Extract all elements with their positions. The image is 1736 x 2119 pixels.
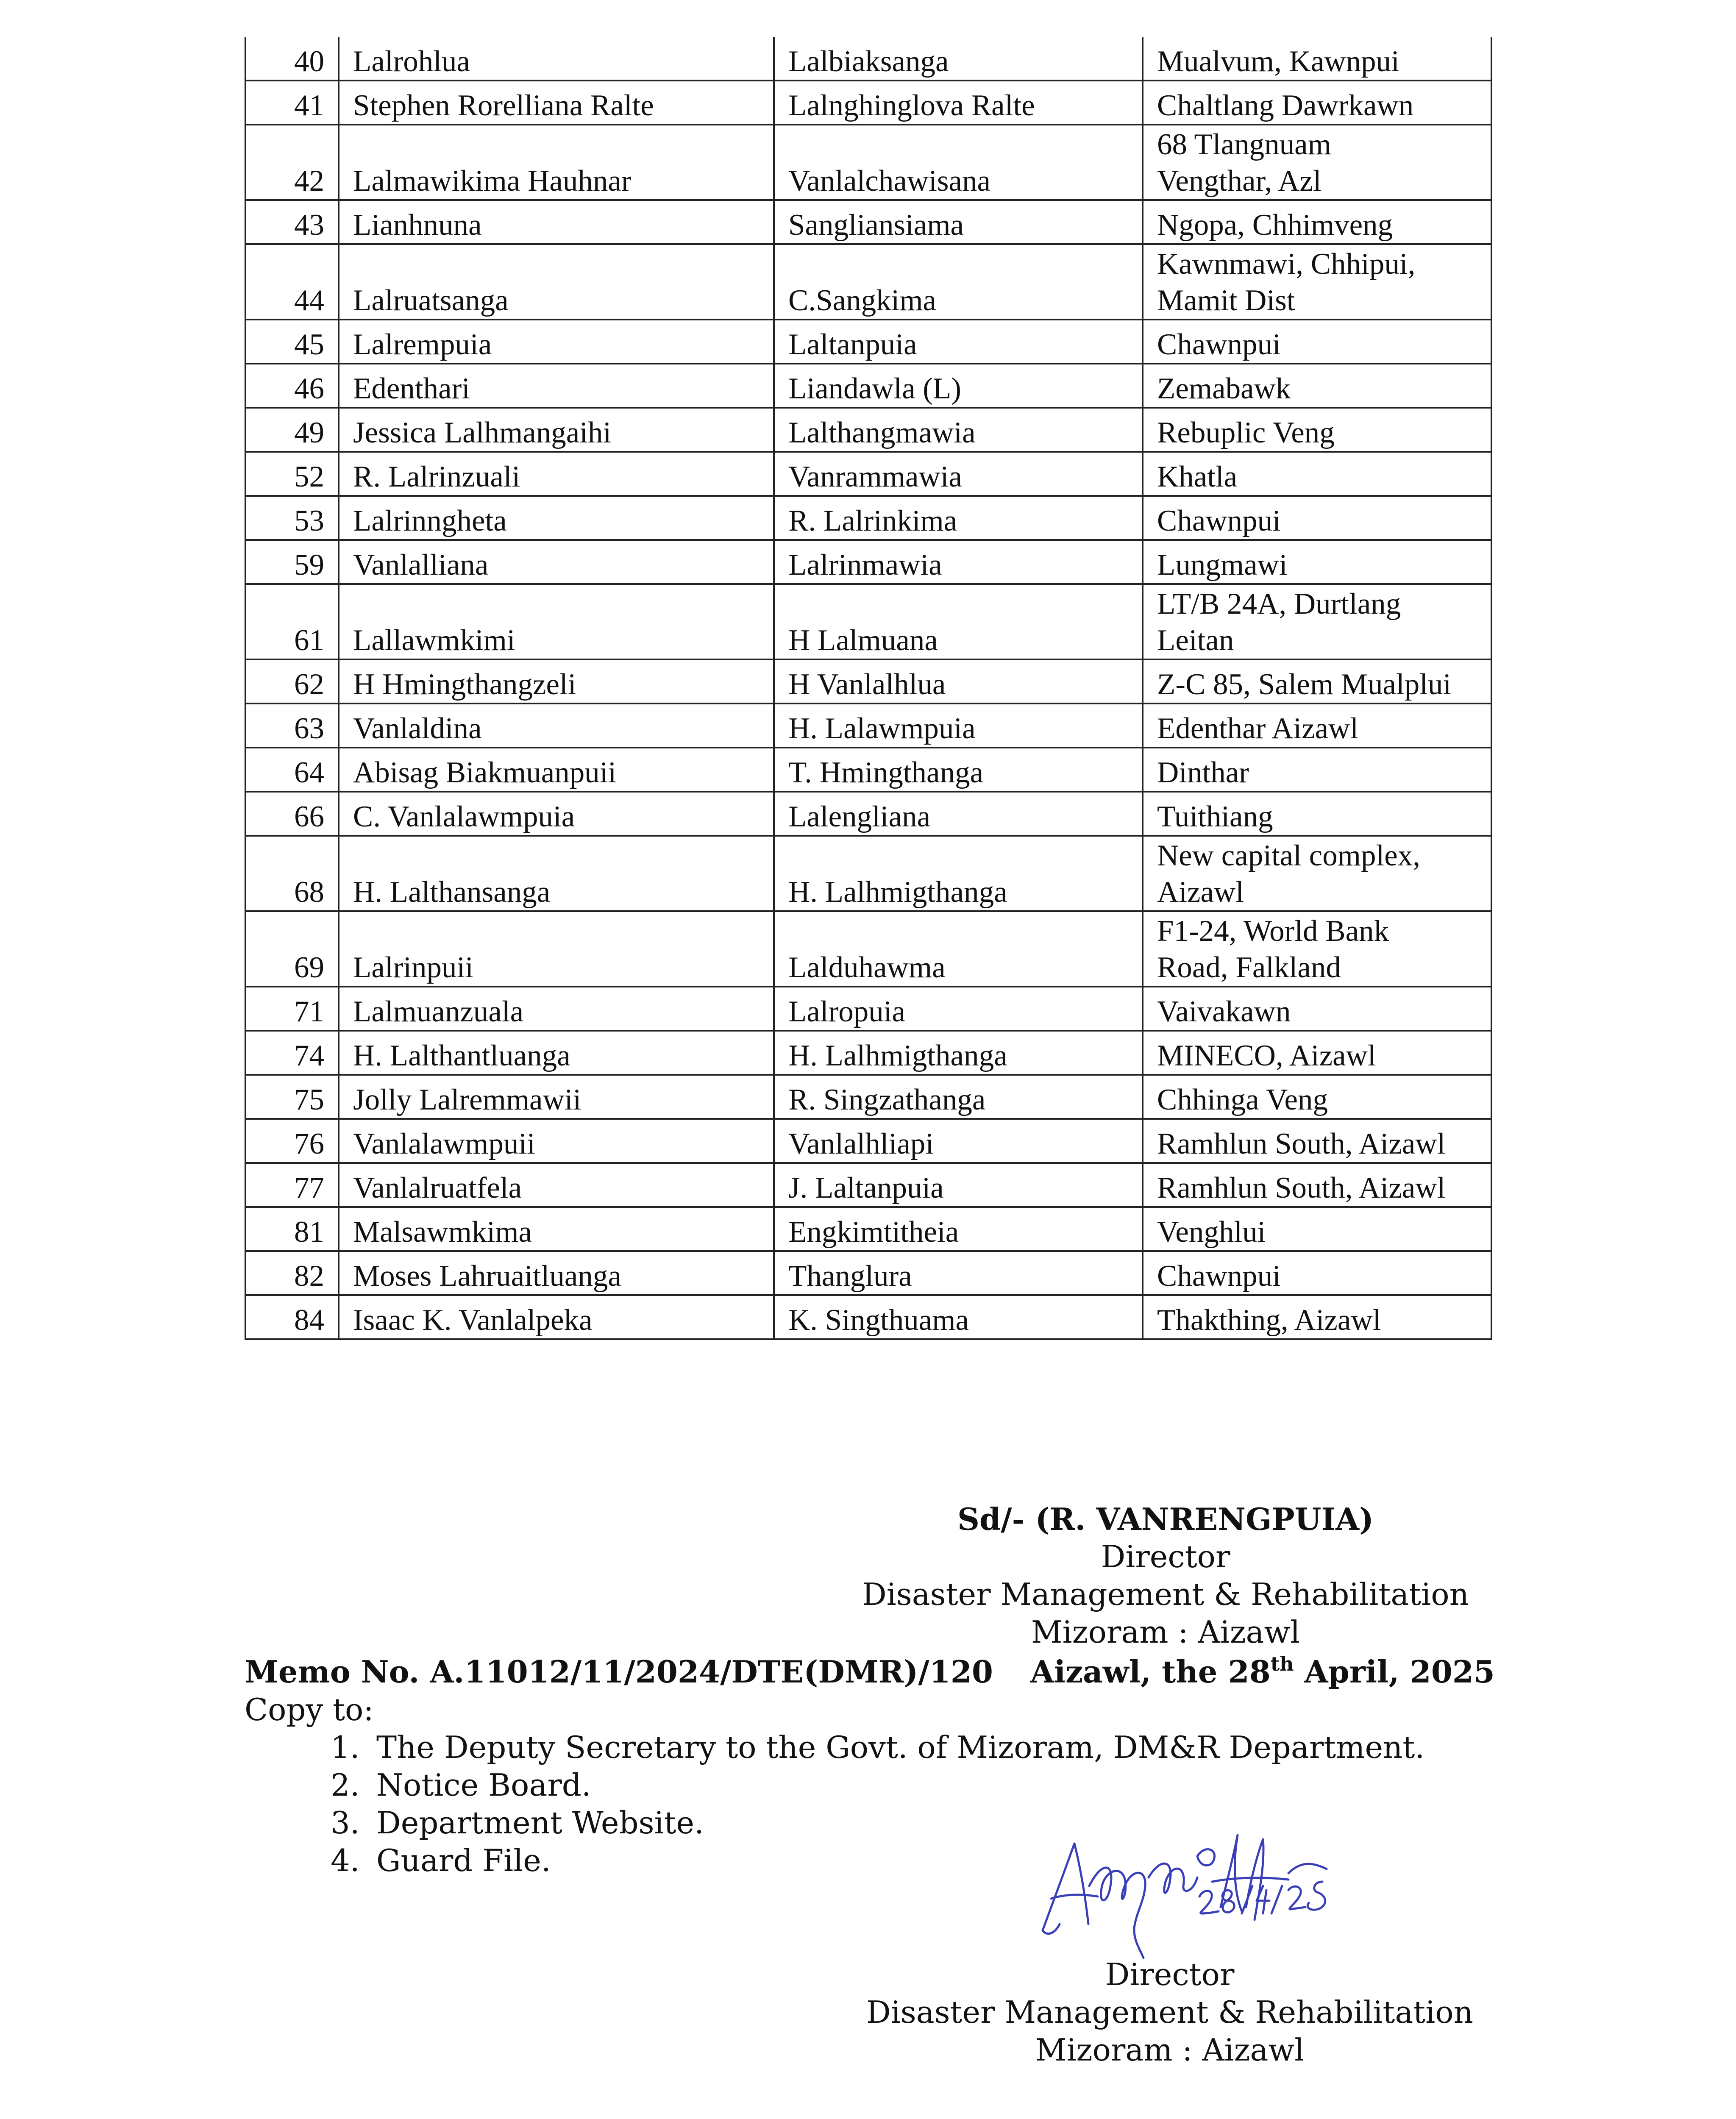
serial-number-cell: 42 <box>245 125 339 200</box>
father-name-cell: H Vanlalhlua <box>774 659 1143 704</box>
name-cell: Lalrinngheta <box>339 496 774 540</box>
father-name-cell: R. Lalrinkima <box>774 496 1143 540</box>
serial-number-cell: 62 <box>245 659 339 704</box>
table-row <box>245 408 1491 452</box>
father-name-cell: Lalengliana <box>774 792 1143 836</box>
father-name-cell: Laltanpuia <box>774 320 1143 364</box>
serial-number-cell: 45 <box>245 320 339 364</box>
table-row <box>245 364 1491 408</box>
father-name-cell: Vanrammawia <box>774 452 1143 496</box>
memo-date-rest: April, 2025 <box>1294 1654 1495 1690</box>
copy-to-item-text: Guard File. <box>376 1843 551 1878</box>
memo-line <box>245 1653 1495 1691</box>
address-cell: Mualvum, Kawnpui <box>1143 37 1491 81</box>
copy-to-item <box>331 1766 1424 1804</box>
signatory-department: Disaster Management & Rehabilitation <box>866 1994 1473 2030</box>
table-row <box>245 792 1491 836</box>
name-cell: Abisag Biakmuanpuii <box>339 748 774 792</box>
address-cell: Dinthar <box>1143 748 1491 792</box>
serial-number-cell: 77 <box>245 1163 339 1207</box>
name-cell: H. Lalthansanga <box>339 836 774 911</box>
name-cell: Isaac K. Vanlalpeka <box>339 1295 774 1339</box>
copy-to-item-number: 2. <box>331 1767 360 1803</box>
name-cell: Lalmuanzuala <box>339 987 774 1031</box>
name-cell: Vanlaldina <box>339 704 774 748</box>
serial-number-cell: 63 <box>245 704 339 748</box>
name-cell: Jessica Lalhmangaihi <box>339 408 774 452</box>
table-row <box>245 125 1491 200</box>
address-cell: F1-24, World Bank Road, Falkland <box>1143 911 1491 987</box>
name-cell: Edenthari <box>339 364 774 408</box>
signatory-block-top <box>852 1500 1479 1651</box>
father-name-cell: H. Lalhmigthanga <box>774 836 1143 911</box>
memo-date-suffix: th <box>1270 1652 1294 1675</box>
table-row <box>245 540 1491 584</box>
signatory-designation: Director <box>1105 1957 1235 1992</box>
father-name-cell: Lalropuia <box>774 987 1143 1031</box>
table-row <box>245 1031 1491 1075</box>
father-name-cell: J. Laltanpuia <box>774 1163 1143 1207</box>
name-cell: Lalrempuia <box>339 320 774 364</box>
father-name-cell: Thanglura <box>774 1251 1143 1295</box>
father-name-cell: Vanlalchawisana <box>774 125 1143 200</box>
father-name-cell: Lalnghinglova Ralte <box>774 81 1143 125</box>
name-cell: H Hmingthangzeli <box>339 659 774 704</box>
serial-number-cell: 84 <box>245 1295 339 1339</box>
serial-number-cell: 82 <box>245 1251 339 1295</box>
address-cell: MINECO, Aizawl <box>1143 1031 1491 1075</box>
father-name-cell: Vanlalhliapi <box>774 1119 1143 1163</box>
table-row <box>245 584 1491 659</box>
father-name-cell: H. Lalawmpuia <box>774 704 1143 748</box>
address-cell: Chawnpui <box>1143 496 1491 540</box>
address-cell: 68 Tlangnuam Vengthar, Azl <box>1143 125 1491 200</box>
address-cell: Chaltlang Dawrkawn <box>1143 81 1491 125</box>
name-cell: Vanlalruatfela <box>339 1163 774 1207</box>
table-row <box>245 748 1491 792</box>
serial-number-cell: 68 <box>245 836 339 911</box>
serial-number-cell: 43 <box>245 200 339 244</box>
table-row <box>245 1251 1491 1295</box>
memo-date <box>1030 1653 1495 1691</box>
table-row <box>245 244 1491 320</box>
signatory-block-bottom <box>843 1956 1496 2069</box>
father-name-cell: Sangliansiama <box>774 200 1143 244</box>
name-cell: Malsawmkima <box>339 1207 774 1251</box>
name-cell: Lalmawikima Hauhnar <box>339 125 774 200</box>
serial-number-cell: 52 <box>245 452 339 496</box>
table-row <box>245 987 1491 1031</box>
serial-number-cell: 74 <box>245 1031 339 1075</box>
table-row <box>245 452 1491 496</box>
serial-number-cell: 69 <box>245 911 339 987</box>
name-cell: Jolly Lalremmawii <box>339 1075 774 1119</box>
copy-to-item-number: 3. <box>331 1805 360 1841</box>
address-cell: Venghlui <box>1143 1207 1491 1251</box>
name-cell: Lallawmkimi <box>339 584 774 659</box>
name-cell: Moses Lahruaitluanga <box>339 1251 774 1295</box>
address-cell: Kawnmawi, Chhipui, Mamit Dist <box>1143 244 1491 320</box>
serial-number-cell: 44 <box>245 244 339 320</box>
father-name-cell: Lalrinmawia <box>774 540 1143 584</box>
address-cell: Ramhlun South, Aizawl <box>1143 1163 1491 1207</box>
signatory-designation: Director <box>1101 1539 1230 1574</box>
father-name-cell: T. Hmingthanga <box>774 748 1143 792</box>
address-cell: Ngopa, Chhimveng <box>1143 200 1491 244</box>
serial-number-cell: 64 <box>245 748 339 792</box>
address-cell: Zemabawk <box>1143 364 1491 408</box>
address-cell: Lungmawi <box>1143 540 1491 584</box>
copy-to-item-number: 1. <box>331 1730 360 1765</box>
address-cell: Chawnpui <box>1143 1251 1491 1295</box>
address-cell: Ramhlun South, Aizawl <box>1143 1119 1491 1163</box>
name-cell: Lianhnuna <box>339 200 774 244</box>
father-name-cell: K. Singthuama <box>774 1295 1143 1339</box>
copy-to-item-text: The Deputy Secretary to the Govt. of Mizoram, DM&R Department. <box>376 1730 1425 1765</box>
table-row <box>245 836 1491 911</box>
serial-number-cell: 81 <box>245 1207 339 1251</box>
table-body <box>245 37 1491 1339</box>
signatory-name: Sd/- (R. VANRENGPUIA) <box>957 1501 1374 1537</box>
address-cell: Z-C 85, Salem Mualplui <box>1143 659 1491 704</box>
address-cell: New capital complex, Aizawl <box>1143 836 1491 911</box>
address-cell: Chawnpui <box>1143 320 1491 364</box>
father-name-cell: Lalduhawma <box>774 911 1143 987</box>
signatory-place: Mizoram : Aizawl <box>1031 1614 1300 1650</box>
table-row <box>245 1119 1491 1163</box>
address-cell: Rebuplic Veng <box>1143 408 1491 452</box>
serial-number-cell: 59 <box>245 540 339 584</box>
serial-number-cell: 66 <box>245 792 339 836</box>
table-row <box>245 1163 1491 1207</box>
father-name-cell: Lalthangmawia <box>774 408 1143 452</box>
father-name-cell: H Lalmuana <box>774 584 1143 659</box>
copy-to-heading: Copy to: <box>245 1692 374 1727</box>
table-row <box>245 1207 1491 1251</box>
name-cell: H. Lalthantluanga <box>339 1031 774 1075</box>
address-cell: Khatla <box>1143 452 1491 496</box>
address-cell: Edenthar Aizawl <box>1143 704 1491 748</box>
name-cell: Lalrinpuii <box>339 911 774 987</box>
father-name-cell: Engkimtitheia <box>774 1207 1143 1251</box>
serial-number-cell: 46 <box>245 364 339 408</box>
name-cell: Vanlalawmpuii <box>339 1119 774 1163</box>
serial-number-cell: 75 <box>245 1075 339 1119</box>
serial-number-cell: 53 <box>245 496 339 540</box>
address-cell: Tuithiang <box>1143 792 1491 836</box>
handwritten-signature <box>1034 1822 1356 1962</box>
name-cell: Stephen Rorelliana Ralte <box>339 81 774 125</box>
copy-to-item <box>331 1729 1424 1766</box>
table-row <box>245 496 1491 540</box>
table-row <box>245 81 1491 125</box>
father-name-cell: Lalbiaksanga <box>774 37 1143 81</box>
signatory-department: Disaster Management & Rehabilitation <box>862 1577 1469 1612</box>
serial-number-cell: 71 <box>245 987 339 1031</box>
serial-number-cell: 41 <box>245 81 339 125</box>
table-row <box>245 1075 1491 1119</box>
beneficiary-table <box>245 37 1492 1340</box>
address-cell: Chhinga Veng <box>1143 1075 1491 1119</box>
table-row <box>245 200 1491 244</box>
name-cell: C. Vanlalawmpuia <box>339 792 774 836</box>
table-row <box>245 320 1491 364</box>
address-cell: LT/B 24A, Durtlang Leitan <box>1143 584 1491 659</box>
signatory-place: Mizoram : Aizawl <box>1035 2032 1305 2068</box>
serial-number-cell: 49 <box>245 408 339 452</box>
table-row <box>245 659 1491 704</box>
name-cell: Vanlalliana <box>339 540 774 584</box>
father-name-cell: R. Singzathanga <box>774 1075 1143 1119</box>
memo-date-prefix: Aizawl, the 28 <box>1030 1654 1271 1690</box>
serial-number-cell: 76 <box>245 1119 339 1163</box>
address-cell: Thakthing, Aizawl <box>1143 1295 1491 1339</box>
table-row <box>245 37 1491 81</box>
name-cell: Lalruatsanga <box>339 244 774 320</box>
address-cell: Vaivakawn <box>1143 987 1491 1031</box>
father-name-cell: H. Lalhmigthanga <box>774 1031 1143 1075</box>
father-name-cell: Liandawla (L) <box>774 364 1143 408</box>
copy-to-item-text: Department Website. <box>376 1805 704 1841</box>
copy-to-item-text: Notice Board. <box>376 1767 591 1803</box>
serial-number-cell: 61 <box>245 584 339 659</box>
name-cell: R. Lalrinzuali <box>339 452 774 496</box>
name-cell: Lalrohlua <box>339 37 774 81</box>
table-row <box>245 911 1491 987</box>
copy-to-item-number: 4. <box>331 1843 360 1878</box>
memo-number: Memo No. A.11012/11/2024/DTE(DMR)/120 <box>245 1654 993 1690</box>
serial-number-cell: 40 <box>245 37 339 81</box>
table-row <box>245 704 1491 748</box>
father-name-cell: C.Sangkima <box>774 244 1143 320</box>
table-row <box>245 1295 1491 1339</box>
